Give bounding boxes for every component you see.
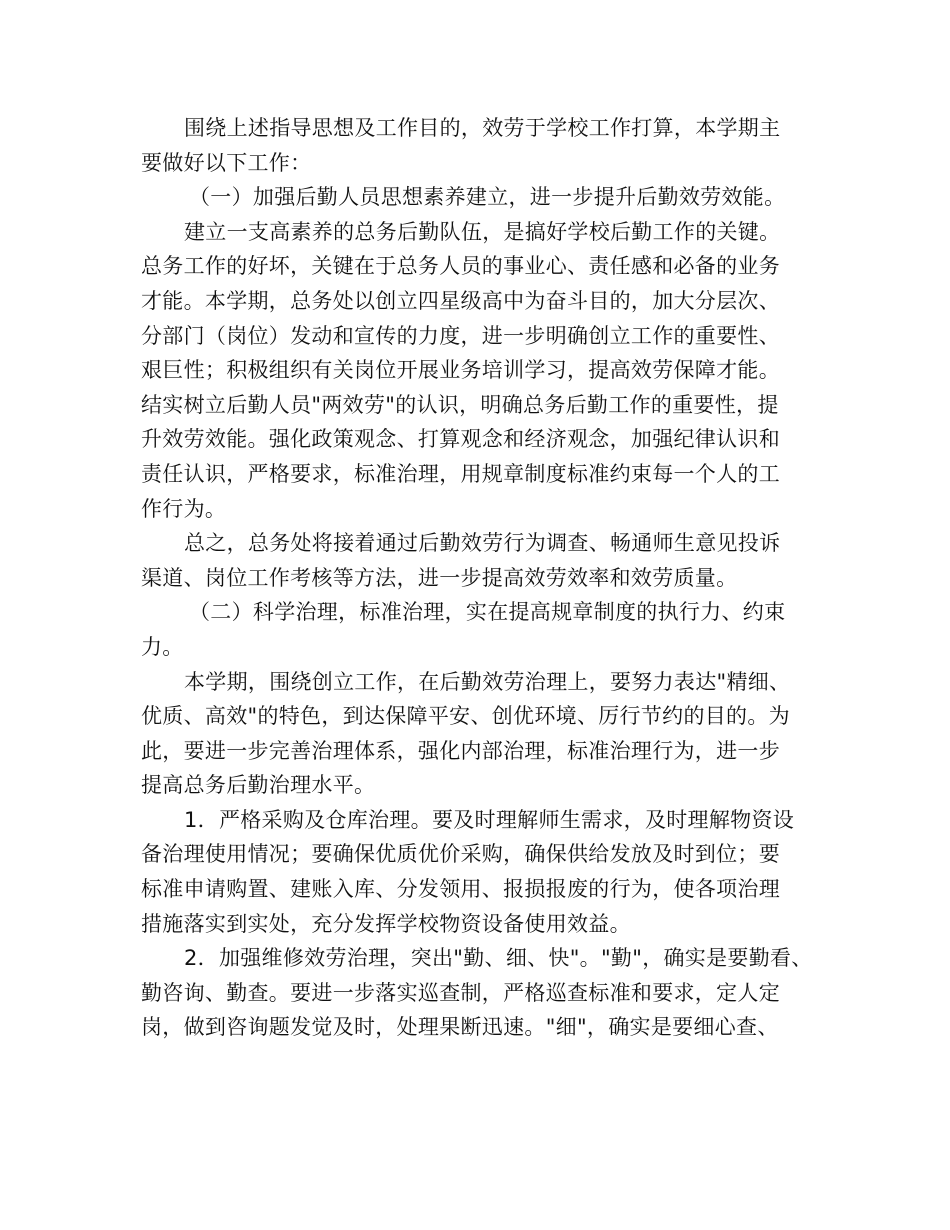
paragraph-line: 措施落实到实处，充分发挥学校物资设备使用效益。 bbox=[141, 911, 631, 936]
paragraph-line: 力。 bbox=[141, 634, 184, 659]
paragraph-line: 勤咨询、勤查。要进一步落实巡查制，严格巡查标准和要求，定人定 bbox=[141, 980, 780, 1005]
section-heading-1: （一）加强后勤人员思想素养建立，进一步提升后勤效劳效能。 bbox=[189, 185, 786, 210]
paragraph-line: 升效劳效能。强化政策观念、打算观念和经济观念，加强纪律认识和 bbox=[141, 427, 780, 452]
paragraph-line: 此，要进一步完善治理体系，强化内部治理，标准治理行为，进一步 bbox=[141, 738, 780, 763]
paragraph-line: 提高总务后勤治理水平。 bbox=[141, 773, 376, 798]
paragraph-line: 才能。本学期，总务处以创立四星级高中为奋斗目的，加大分层次、 bbox=[141, 288, 780, 313]
paragraph-line: 总务工作的好坏，关键在于总务人员的事业心、责任感和必备的业务 bbox=[141, 254, 780, 279]
paragraph-line: 责任认识，严格要求，标准治理，用规章制度标准约束每一个人的工 bbox=[141, 461, 780, 486]
numbered-item-2: 2．加强维修效劳治理，突出"勤、细、快"。"勤"，确实是要勤看、 bbox=[184, 946, 813, 971]
paragraph-line: 分部门（岗位）发动和宣传的力度，进一步明确创立工作的重要性、 bbox=[141, 323, 780, 348]
paragraph-line: 结实树立后勤人员"两效劳"的认识，明确总务后勤工作的重要性，提 bbox=[141, 392, 779, 417]
numbered-item-1: 1．严格采购及仓库治理。要及时理解师生需求，及时理解物资设 bbox=[184, 807, 795, 832]
section-heading-2: （二）科学治理，标准治理，实在提高规章制度的执行力、约束 bbox=[189, 600, 786, 625]
paragraph-line: 备治理使用情况；要确保优质优价采购，确保供给发放及时到位；要 bbox=[141, 842, 780, 867]
paragraph-line: 建立一支高素养的总务后勤队伍，是搞好学校后勤工作的关键。 bbox=[184, 219, 781, 244]
paragraph-line: 作行为。 bbox=[141, 496, 227, 521]
paragraph-line: 标准申请购置、建账入库、分发领用、报损报废的行为，使各项治理 bbox=[141, 877, 780, 902]
paragraph-line: 艰巨性；积极组织有关岗位开展业务培训学习，提高效劳保障才能。 bbox=[141, 358, 780, 383]
paragraph-line: 岗，做到咨询题发觉及时，处理果断迅速。"细"，确实是要细心查、 bbox=[141, 1015, 779, 1040]
paragraph-line: 总之，总务处将接着通过后勤效劳行为调查、畅通师生意见投诉 bbox=[184, 531, 781, 556]
paragraph-line: 渠道、岗位工作考核等方法，进一步提高效劳效率和效劳质量。 bbox=[141, 565, 738, 590]
paragraph-line: 本学期，围绕创立工作，在后勤效劳治理上，要努力表达"精细、 bbox=[184, 669, 791, 694]
paragraph-line: 要做好以下工作： bbox=[141, 150, 312, 175]
paragraph-line: 围绕上述指导思想及工作目的，效劳于学校工作打算，本学期主 bbox=[184, 116, 781, 140]
body-text bbox=[141, 111, 821, 1045]
paragraph-line: 优质、高效"的特色，到达保障平安、创优环境、厉行节约的目的。为 bbox=[141, 704, 790, 729]
